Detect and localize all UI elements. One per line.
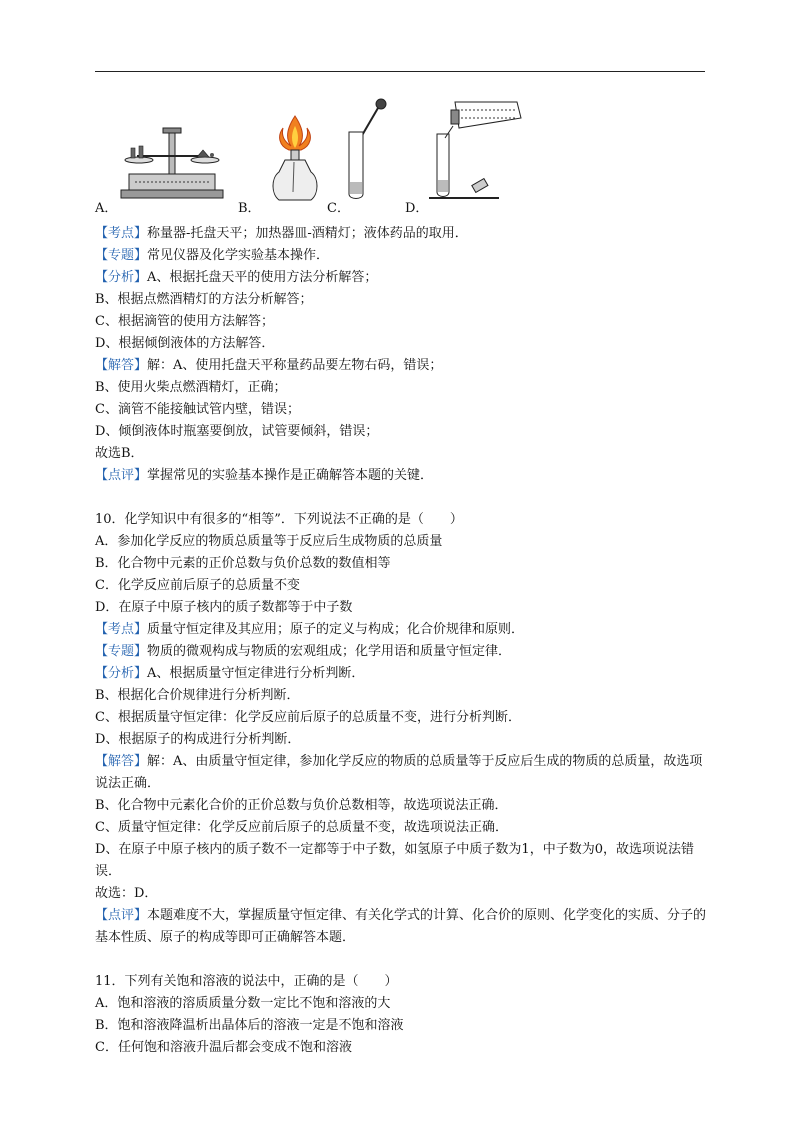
text-line: D、倾倒液体时瓶塞要倒放，试管要倾斜，错误； bbox=[95, 424, 379, 439]
text-line: 故选B． bbox=[95, 446, 144, 461]
text-line: D、根据原子的构成进行分析判断． bbox=[95, 732, 301, 747]
q9-jieda: 【解答】解：A、使用托盘天平称量药品要左物右码，错误； bbox=[95, 358, 443, 373]
text-line: C、质量守恒定律：化学反应前后原子的总质量不变，故选项说法正确． bbox=[95, 820, 508, 835]
text-line: C、根据滴管的使用方法解答； bbox=[95, 314, 274, 329]
text-line: D、在原子中原子核内的质子数不一定都等于中子数，如氢原子中质子数为1，中子数为0，故选项说法错误． bbox=[95, 842, 694, 879]
option-line: A．饱和溶液的溶质质量分数一定比不饱和溶液的大 bbox=[95, 996, 391, 1011]
option-line: B．化合物中元素的正价总数与负价总数的数值相等 bbox=[95, 556, 391, 571]
text-line: B、使用火柴点燃酒精灯，正确； bbox=[95, 380, 287, 395]
q10-jieda: 【解答】解：A、由质量守恒定律，参加化学反应的物质的总质量等于反应后生成的物质的总质量，故选项说法正确． bbox=[95, 754, 703, 791]
text-line: B、根据点燃酒精灯的方法分析解答； bbox=[95, 292, 313, 307]
text-line: B、根据化合价规律进行分析判断． bbox=[95, 688, 300, 703]
zhuanti-tag: 【专题】 bbox=[95, 644, 148, 659]
q10-dianping: 【点评】本题难度不大，掌握质量守恒定律、有关化学式的计算、化合价的原则、化学变化的实质、分子的基本性质、原子的构成等即可正确解答本题． bbox=[95, 908, 707, 945]
fenxi-tag: 【分析】 bbox=[95, 666, 148, 681]
header-rule bbox=[95, 71, 705, 72]
option-a-label: A． bbox=[95, 201, 118, 216]
q10-kaodian: 【考点】质量守恒定律及其应用；原子的定义与构成；化合价规律和原则． bbox=[95, 622, 525, 637]
option-line: B．饱和溶液降温析出晶体后的溶液一定是不饱和溶液 bbox=[95, 1018, 404, 1033]
q9-kaodian: 【考点】称量器-托盘天平；加热器皿-酒精灯；液体药品的取用． bbox=[95, 226, 468, 241]
text-line: C、根据质量守恒定律：化学反应前后原子的总质量不变，进行分析判断． bbox=[95, 710, 521, 725]
jieda-tag: 【解答】 bbox=[95, 754, 148, 769]
option-d-label: D． bbox=[405, 201, 429, 216]
text-line: 故选：D． bbox=[95, 886, 158, 901]
option-b-label: B． bbox=[238, 201, 261, 216]
spacer bbox=[95, 487, 707, 509]
dianping-tag: 【点评】 bbox=[95, 908, 148, 923]
q9-fenxi: 【分析】A、根据托盘天平的使用方法分析解答； bbox=[95, 270, 378, 285]
jieda-tag: 【解答】 bbox=[95, 358, 148, 373]
fenxi-tag: 【分析】 bbox=[95, 270, 148, 285]
spacer bbox=[95, 949, 707, 971]
text-line: C、滴管不能接触试管内壁，错误； bbox=[95, 402, 300, 417]
pouring-liquid-figure bbox=[429, 98, 529, 202]
option-line: C．任何饱和溶液升温后都会变成不饱和溶液 bbox=[95, 1040, 352, 1055]
document-body bbox=[95, 223, 707, 1059]
q10-stem: 10．化学知识中有很多的“相等”．下列说法不正确的是（ ） bbox=[95, 512, 463, 527]
q9-dianping: 【点评】掌握常见的实验基本操作是正确解答本题的关键． bbox=[95, 468, 434, 483]
option-c-label: C． bbox=[327, 201, 350, 216]
kaodian-tag: 【考点】 bbox=[95, 226, 148, 241]
dianping-tag: 【点评】 bbox=[95, 468, 148, 483]
option-line: A．参加化学反应的物质总质量等于反应后生成物质的总质量 bbox=[95, 534, 443, 549]
kaodian-tag: 【考点】 bbox=[95, 622, 148, 637]
q10-zhuanti: 【专题】物质的微观构成与物质的宏观组成；化学用语和质量守恒定律． bbox=[95, 644, 512, 659]
balance-figure bbox=[117, 124, 227, 200]
q9-figure-row bbox=[95, 98, 705, 214]
option-line: D．在原子中原子核内的质子数都等于中子数 bbox=[95, 600, 353, 615]
option-line: C．化学反应前后原子的总质量不变 bbox=[95, 578, 300, 593]
text-line: B、化合物中元素化合价的正价总数与负价总数相等，故选项说法正确． bbox=[95, 798, 508, 813]
q9-zhuanti: 【专题】常见仪器及化学实验基本操作． bbox=[95, 248, 330, 263]
text-line: D、根据倾倒液体的方法解答． bbox=[95, 336, 275, 351]
q10-fenxi: 【分析】A、根据质量守恒定律进行分析判断． bbox=[95, 666, 365, 681]
q11-stem: 11．下列有关饱和溶液的说法中，正确的是（ ） bbox=[95, 974, 398, 989]
alcohol-lamp-figure bbox=[267, 112, 323, 204]
dropper-test-tube-figure bbox=[341, 98, 393, 202]
zhuanti-tag: 【专题】 bbox=[95, 248, 148, 263]
